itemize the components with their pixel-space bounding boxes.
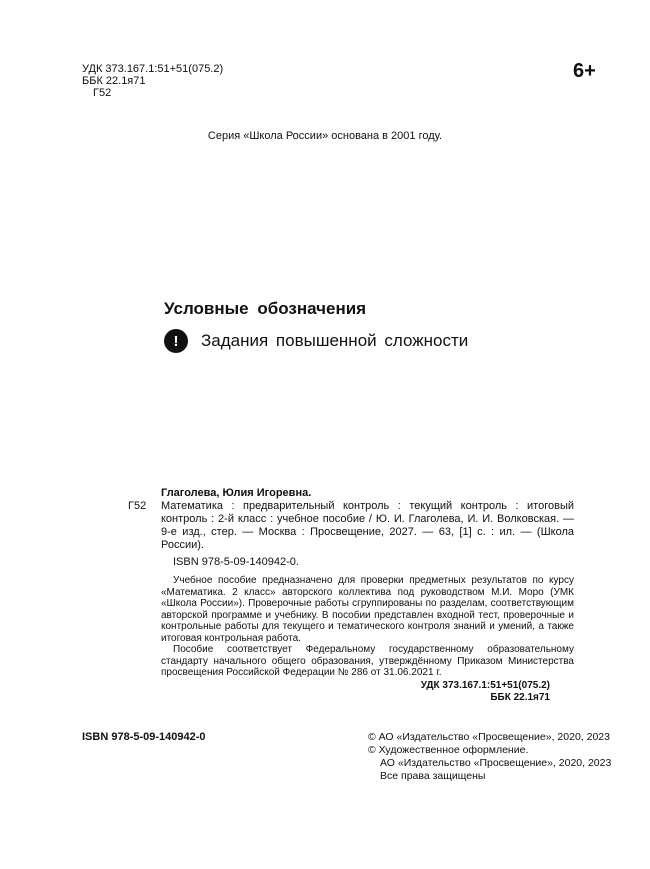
biblio-udk: УДК 373.167.1:51+51(075.2) — [420, 679, 550, 691]
biblio-author-sign: Г52 — [128, 500, 147, 512]
copyright-publisher: © АО «Издательство «Просвещение», 2020, 2023 — [368, 731, 610, 743]
all-rights-reserved: Все права защищены — [380, 770, 486, 782]
copyright-design: © Художественное оформление. — [368, 744, 529, 756]
exclamation-icon: ! — [164, 329, 188, 353]
bbk-code: ББК 22.1я71 — [82, 75, 146, 87]
classification-block — [82, 63, 223, 99]
biblio-isbn: ISBN 978-5-09-140942-0. — [173, 556, 299, 568]
bibliographic-record — [161, 487, 574, 704]
legend-title: Условные обозначения — [164, 299, 367, 318]
legend-item — [164, 329, 468, 353]
biblio-author: Глаголева, Юлия Игоревна. — [161, 487, 312, 499]
biblio-annotation — [161, 575, 574, 679]
biblio-bbk: ББК 22.1я71 — [490, 691, 550, 703]
copyright-design-publisher: АО «Издательство «Просвещение», 2020, 2023 — [380, 757, 612, 769]
annotation-paragraph-1: Учебное пособие предназначено для проверки предметных результатов по курсу «Математика. 2 класс» авторского коллектива под руководством М.И. Моро (УМК «Школа России»). Проверочные работы сгруппированы по разделам, соответствующим авторской программе и учебнику. В пособии представлен входной тест, проверочные и контрольные работы для текущего и тематического контроля знаний и умений, а также итоговая контрольная работа. — [161, 575, 574, 644]
copyright-block — [368, 731, 611, 783]
udk-code: УДК 373.167.1:51+51(075.2) — [82, 63, 224, 75]
age-rating: 6+ — [573, 60, 596, 82]
legend-item-label: Задания повышенной сложности — [201, 331, 469, 350]
biblio-codes — [161, 680, 574, 704]
author-sign: Г52 — [93, 87, 112, 99]
footer-isbn: ISBN 978-5-09-140942-0 — [82, 731, 206, 743]
biblio-description: Математика : предварительный контроль : текущий контроль : итоговый контроль : 2-й класс : учебное пособие / Ю. И. Глаголева, И. И. Волковская. — 9-е изд., стер. — Москва : Просвещение, 2027. — 63, [1] с. : ил. — (Школа России). — [161, 500, 574, 551]
series-note: Серия «Школа России» основана в 2001 году. — [207, 130, 443, 142]
annotation-paragraph-2: Пособие соответствует Федеральному государственному образовательному стандарту начального общего образования, утверждённому Приказом Министерства просвещения Российской Федерации № 286 от 31.06.2021 г. — [161, 644, 574, 678]
